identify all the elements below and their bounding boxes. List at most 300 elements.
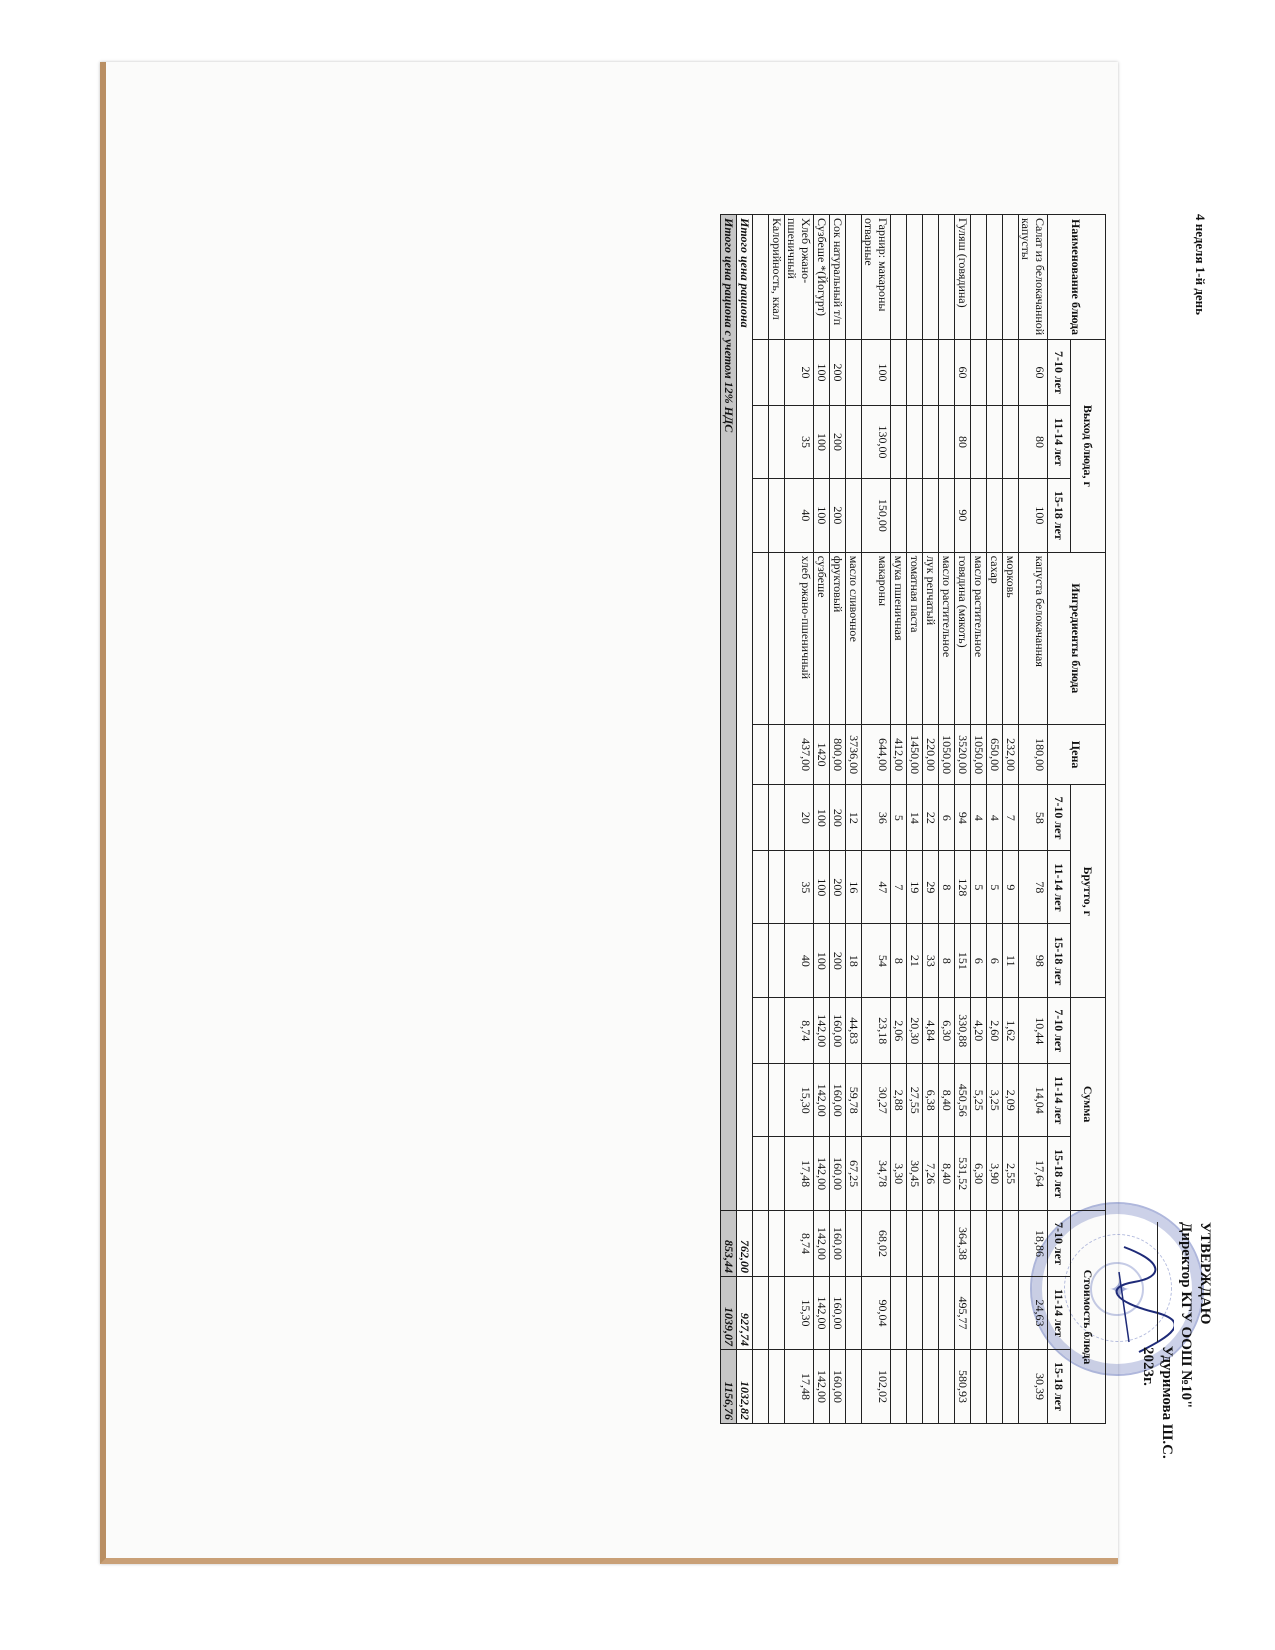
yield-cell <box>971 405 987 478</box>
yield-cell <box>939 478 955 552</box>
cost-cell <box>939 1349 955 1423</box>
sum-cell: 15,30 <box>785 1064 814 1137</box>
gross-cell: 58 <box>1019 785 1048 851</box>
total-vat-value: 853,44 <box>721 1211 737 1277</box>
sum-cell: 8,40 <box>939 1137 955 1211</box>
approval-year: 2023г. <box>1140 1347 1156 1386</box>
table-row <box>862 215 891 1424</box>
empty-cell <box>753 215 769 340</box>
yield-cell: 100 <box>814 340 830 406</box>
sum-cell: 4,84 <box>923 998 939 1064</box>
gross-cell: 100 <box>814 785 830 851</box>
sum-cell: 6,38 <box>923 1064 939 1137</box>
gross-cell: 8 <box>891 924 907 998</box>
dish-name-cell <box>987 215 1003 340</box>
cost-cell <box>891 1349 907 1423</box>
yield-cell <box>1003 478 1019 552</box>
gross-cell: 7 <box>1003 785 1019 851</box>
sum-cell: 30,27 <box>862 1064 891 1137</box>
empty-cell <box>753 1137 769 1211</box>
cost-cell: 90,04 <box>862 1276 891 1349</box>
document-page <box>100 62 1213 1564</box>
gross-cell: 12 <box>846 785 862 851</box>
empty-cell <box>753 998 769 1064</box>
total-vat-value: 1039,07 <box>721 1276 737 1349</box>
cost-cell <box>907 1349 923 1423</box>
cost-cell: 68,02 <box>862 1211 891 1277</box>
dish-name-cell <box>939 215 955 340</box>
cost-cell: 580,93 <box>955 1349 971 1423</box>
cost-cell <box>1003 1276 1019 1349</box>
total-vat-label: Итого цена рациона с учетом 12% НДС <box>721 215 737 1211</box>
sum-cell: 10,44 <box>1019 998 1048 1064</box>
cost-cell: 160,00 <box>830 1349 846 1423</box>
header-sum-age: 11-14 лет <box>1048 1064 1071 1137</box>
calories-label: Калорийность, ккал <box>769 215 785 340</box>
cost-cell: 160,00 <box>830 1211 846 1277</box>
gross-cell: 18 <box>846 924 862 998</box>
ingredient-cell: томатная паста <box>907 552 923 724</box>
sum-cell: 6,30 <box>939 998 955 1064</box>
gross-cell: 8 <box>939 924 955 998</box>
table-row <box>987 215 1003 1424</box>
cost-cell <box>907 1211 923 1277</box>
table-row <box>907 215 923 1424</box>
ingredient-cell: масло растительное <box>939 552 955 724</box>
yield-cell: 80 <box>1019 405 1048 478</box>
yield-cell <box>939 405 955 478</box>
empty-cell <box>753 724 769 785</box>
sum-cell: 142,00 <box>814 998 830 1064</box>
cost-cell: 142,00 <box>814 1349 830 1423</box>
table-row <box>785 215 814 1424</box>
gross-cell: 47 <box>862 851 891 924</box>
total-label: Итого цена рациона <box>737 215 753 1211</box>
sum-cell: 4,20 <box>971 998 987 1064</box>
table-body <box>721 215 1048 1424</box>
header-cost-age: 11-14 лет <box>1048 1276 1071 1349</box>
gross-cell: 5 <box>987 851 1003 924</box>
sum-cell: 67,25 <box>846 1137 862 1211</box>
price-cell: 3736,00 <box>846 724 862 785</box>
ingredient-cell: капуста белокачанная <box>1019 552 1048 724</box>
yield-cell: 90 <box>955 478 971 552</box>
empty-cell <box>769 924 785 998</box>
dish-name-cell: Салат из белокачанной капусты <box>1019 215 1048 340</box>
yield-cell <box>987 478 1003 552</box>
gross-cell: 5 <box>971 851 987 924</box>
dish-name-cell <box>891 215 907 340</box>
gross-cell: 54 <box>862 924 891 998</box>
sum-cell: 160,00 <box>830 998 846 1064</box>
price-cell: 1050,00 <box>939 724 955 785</box>
yield-cell: 20 <box>785 340 814 406</box>
yield-cell: 200 <box>830 340 846 406</box>
cost-cell: 142,00 <box>814 1276 830 1349</box>
gross-cell: 94 <box>955 785 971 851</box>
dish-name-cell: Гарнир: макароны отварные <box>862 215 891 340</box>
gross-cell: 29 <box>923 851 939 924</box>
rotated-content <box>254 202 1214 1582</box>
gross-cell: 4 <box>987 785 1003 851</box>
empty-cell <box>753 924 769 998</box>
gross-cell: 4 <box>971 785 987 851</box>
cost-cell <box>987 1349 1003 1423</box>
table-row <box>971 215 987 1424</box>
cost-cell <box>987 1276 1003 1349</box>
yield-cell <box>907 340 923 406</box>
table-header-row <box>1071 215 1106 1424</box>
cost-cell <box>907 1276 923 1349</box>
empty-cell <box>769 998 785 1064</box>
price-cell: 644,00 <box>862 724 891 785</box>
cost-cell: 18,86 <box>1019 1211 1048 1277</box>
total-value: 762,00 <box>737 1211 753 1277</box>
table-row <box>1003 215 1019 1424</box>
table-row <box>923 215 939 1424</box>
price-cell: 1450,00 <box>907 724 923 785</box>
header-gross-age: 7-10 лет <box>1048 785 1071 851</box>
sum-cell: 17,48 <box>785 1137 814 1211</box>
empty-cell <box>769 1137 785 1211</box>
stamp-emblem-icon: ✦ <box>1090 1262 1144 1316</box>
cost-cell <box>987 1211 1003 1277</box>
gross-cell: 200 <box>830 851 846 924</box>
empty-cell <box>769 478 785 552</box>
yield-cell <box>1003 340 1019 406</box>
sum-cell: 142,00 <box>814 1064 830 1137</box>
gross-cell: 14 <box>907 785 923 851</box>
yield-cell <box>923 405 939 478</box>
yield-cell: 100 <box>1019 478 1048 552</box>
cost-cell <box>971 1211 987 1277</box>
yield-cell <box>971 478 987 552</box>
yield-cell <box>1003 405 1019 478</box>
table-row <box>939 215 955 1424</box>
yield-cell: 150,00 <box>862 478 891 552</box>
gross-cell: 40 <box>785 924 814 998</box>
approval-name: Удуримова Ш.С. <box>1159 1345 1175 1459</box>
sum-cell: 8,74 <box>785 998 814 1064</box>
dish-name-cell: Хлеб ржано-пшеничный <box>785 215 814 340</box>
sum-cell: 59,78 <box>846 1064 862 1137</box>
ingredient-cell: лук репчатый <box>923 552 939 724</box>
price-cell: 3520,00 <box>955 724 971 785</box>
yield-cell: 60 <box>1019 340 1048 406</box>
sum-cell: 3,25 <box>987 1064 1003 1137</box>
price-cell: 800,00 <box>830 724 846 785</box>
yield-cell: 60 <box>955 340 971 406</box>
total-value: 1032,82 <box>737 1349 753 1423</box>
sum-cell: 2,88 <box>891 1064 907 1137</box>
empty-cell <box>769 1276 785 1349</box>
ingredient-cell: мука пшеничная <box>891 552 907 724</box>
header-sum-age: 7-10 лет <box>1048 998 1071 1064</box>
sum-cell: 44,83 <box>846 998 862 1064</box>
sum-cell: 2,09 <box>1003 1064 1019 1137</box>
header-yield: Выход блюда, г <box>1071 340 1106 553</box>
gross-cell: 128 <box>955 851 971 924</box>
sum-cell: 17,64 <box>1019 1137 1048 1211</box>
sum-cell: 160,00 <box>830 1064 846 1137</box>
dish-name-cell: Гуляш (говядина) <box>955 215 971 340</box>
cost-cell <box>1003 1349 1019 1423</box>
yield-cell <box>846 405 862 478</box>
yield-cell <box>907 478 923 552</box>
price-cell: 412,00 <box>891 724 907 785</box>
dish-name-cell <box>846 215 862 340</box>
yield-cell <box>923 340 939 406</box>
header-yield-age: 7-10 лет <box>1048 340 1071 406</box>
gross-cell: 8 <box>939 851 955 924</box>
header-dish: Наименование блюда <box>1048 215 1106 340</box>
dish-name-cell: Сок натуральный т/п <box>830 215 846 340</box>
dish-name-cell <box>1003 215 1019 340</box>
table-age-header-row <box>1048 215 1071 1424</box>
sum-cell: 6,30 <box>971 1137 987 1211</box>
sum-cell: 5,25 <box>971 1064 987 1137</box>
gross-cell: 9 <box>1003 851 1019 924</box>
total-vat-row <box>721 215 737 1424</box>
price-cell: 650,00 <box>987 724 1003 785</box>
yield-cell <box>971 340 987 406</box>
yield-cell: 200 <box>830 405 846 478</box>
table-row <box>846 215 862 1424</box>
total-row <box>737 215 753 1424</box>
table-row <box>955 215 971 1424</box>
table-row <box>830 215 846 1424</box>
ingredient-cell: фруктовый <box>830 552 846 724</box>
gross-cell: 11 <box>1003 924 1019 998</box>
ingredient-cell: масло растительное <box>971 552 987 724</box>
ingredient-cell: сахар <box>987 552 1003 724</box>
empty-cell <box>769 1211 785 1277</box>
empty-cell <box>769 552 785 724</box>
yield-cell: 100 <box>814 405 830 478</box>
sum-cell: 20,30 <box>907 998 923 1064</box>
gross-cell: 200 <box>830 785 846 851</box>
cost-cell <box>971 1349 987 1423</box>
cost-cell: 15,30 <box>785 1276 814 1349</box>
gross-cell: 6 <box>971 924 987 998</box>
approval-heading: УТВЕРЖДАЮ <box>1197 1222 1213 1325</box>
cost-cell <box>923 1211 939 1277</box>
header-sum: Сумма <box>1071 998 1106 1211</box>
header-gross: Брутто, г <box>1071 785 1106 998</box>
yield-cell <box>846 478 862 552</box>
cost-cell <box>1003 1211 1019 1277</box>
ingredient-cell: хлеб ржано-пшеничный <box>785 552 814 724</box>
sum-cell: 14,04 <box>1019 1064 1048 1137</box>
cost-cell <box>923 1276 939 1349</box>
empty-cell <box>753 340 769 406</box>
dish-name-cell <box>923 215 939 340</box>
approval-block <box>1138 1222 1214 1552</box>
gross-cell: 98 <box>1019 924 1048 998</box>
sum-cell: 7,26 <box>923 1137 939 1211</box>
cost-cell <box>891 1211 907 1277</box>
ingredient-cell: макароны <box>862 552 891 724</box>
sum-cell: 142,00 <box>814 1137 830 1211</box>
gross-cell: 78 <box>1019 851 1048 924</box>
table-row <box>1019 215 1048 1424</box>
cost-cell: 142,00 <box>814 1211 830 1277</box>
sum-cell: 3,30 <box>891 1137 907 1211</box>
yield-cell: 200 <box>830 478 846 552</box>
total-value: 927,74 <box>737 1276 753 1349</box>
empty-cell <box>753 478 769 552</box>
yield-cell: 35 <box>785 405 814 478</box>
week-title: 4 неделя 1-й день <box>1193 214 1208 316</box>
header-cost: Стоимость блюда <box>1071 1211 1106 1424</box>
yield-cell: 100 <box>814 478 830 552</box>
menu-table <box>720 214 1106 1424</box>
ingredient-cell: говядина (мякоть) <box>955 552 971 724</box>
cost-cell <box>939 1211 955 1277</box>
yield-cell <box>891 405 907 478</box>
yield-cell <box>987 405 1003 478</box>
cost-cell: 102,02 <box>862 1349 891 1423</box>
sum-cell: 2,06 <box>891 998 907 1064</box>
gross-cell: 21 <box>907 924 923 998</box>
header-ingredients: Ингредиенты блюда <box>1048 552 1106 724</box>
dish-name-cell <box>971 215 987 340</box>
yield-cell <box>939 340 955 406</box>
sum-cell: 3,90 <box>987 1137 1003 1211</box>
sum-cell: 450,56 <box>955 1064 971 1137</box>
gross-cell: 100 <box>814 851 830 924</box>
table-row <box>891 215 907 1424</box>
cost-cell <box>846 1349 862 1423</box>
gross-cell: 33 <box>923 924 939 998</box>
empty-cell <box>769 405 785 478</box>
yield-cell <box>846 340 862 406</box>
empty-cell <box>753 1064 769 1137</box>
gross-cell: 22 <box>923 785 939 851</box>
yield-cell: 100 <box>862 340 891 406</box>
sum-cell: 8,40 <box>939 1064 955 1137</box>
price-cell: 232,00 <box>1003 724 1019 785</box>
header-gross-age: 15-18 лет <box>1048 924 1071 998</box>
gross-cell: 6 <box>939 785 955 851</box>
price-cell: 437,00 <box>785 724 814 785</box>
yield-cell <box>987 340 1003 406</box>
cost-cell <box>846 1276 862 1349</box>
gross-cell: 16 <box>846 851 862 924</box>
cost-cell: 364,38 <box>955 1211 971 1277</box>
empty-cell <box>753 851 769 924</box>
empty-cell <box>753 1211 769 1277</box>
yield-cell <box>923 478 939 552</box>
ingredient-cell: сузбеше <box>814 552 830 724</box>
yield-cell <box>891 478 907 552</box>
dish-name-cell: Сузбеше *(Йогурт) <box>814 215 830 340</box>
gross-cell: 200 <box>830 924 846 998</box>
signature-underline <box>1157 1222 1172 1342</box>
cost-cell: 24,63 <box>1019 1276 1048 1349</box>
empty-cell <box>753 785 769 851</box>
empty-cell <box>769 1064 785 1137</box>
empty-cell <box>769 785 785 851</box>
total-vat-value: 1156,76 <box>721 1349 737 1423</box>
header-price: Цена <box>1048 724 1106 785</box>
gross-cell: 100 <box>814 924 830 998</box>
gross-cell: 6 <box>987 924 1003 998</box>
approval-position: Директор КГУ ООШ №10" <box>1178 1222 1194 1409</box>
dish-name-cell <box>907 215 923 340</box>
price-cell: 1050,00 <box>971 724 987 785</box>
header-sum-age: 15-18 лет <box>1048 1137 1071 1211</box>
gross-cell: 5 <box>891 785 907 851</box>
blank-row <box>753 215 769 1424</box>
empty-cell <box>769 340 785 406</box>
sum-cell: 531,52 <box>955 1137 971 1211</box>
header-gross-age: 11-14 лет <box>1048 851 1071 924</box>
approval-signature-line <box>1157 1222 1176 1552</box>
sum-cell: 27,55 <box>907 1064 923 1137</box>
cost-cell: 30,39 <box>1019 1349 1048 1423</box>
sum-cell: 2,55 <box>1003 1137 1019 1211</box>
yield-cell: 130,00 <box>862 405 891 478</box>
gross-cell: 7 <box>891 851 907 924</box>
sum-cell: 34,78 <box>862 1137 891 1211</box>
sum-cell: 160,00 <box>830 1137 846 1211</box>
cost-cell <box>891 1276 907 1349</box>
price-cell: 180,00 <box>1019 724 1048 785</box>
cost-cell: 17,48 <box>785 1349 814 1423</box>
sum-cell: 1,62 <box>1003 998 1019 1064</box>
gross-cell: 36 <box>862 785 891 851</box>
sum-cell: 330,88 <box>955 998 971 1064</box>
cost-cell <box>923 1349 939 1423</box>
gross-cell: 20 <box>785 785 814 851</box>
sum-cell: 30,45 <box>907 1137 923 1211</box>
sum-cell: 2,60 <box>987 998 1003 1064</box>
empty-cell <box>753 1276 769 1349</box>
sum-cell: 23,18 <box>862 998 891 1064</box>
table-row <box>814 215 830 1424</box>
gross-cell: 35 <box>785 851 814 924</box>
price-cell: 1420 <box>814 724 830 785</box>
calories-row <box>769 215 785 1424</box>
header-cost-age: 15-18 лет <box>1048 1349 1071 1423</box>
header-cost-age: 7-10 лет <box>1048 1211 1071 1277</box>
empty-cell <box>769 851 785 924</box>
cost-cell <box>939 1276 955 1349</box>
gross-cell: 19 <box>907 851 923 924</box>
cost-cell: 495,77 <box>955 1276 971 1349</box>
empty-cell <box>769 1349 785 1423</box>
ingredient-cell: масло сливочное <box>846 552 862 724</box>
header-yield-age: 15-18 лет <box>1048 478 1071 552</box>
empty-cell <box>753 1349 769 1423</box>
yield-cell <box>907 405 923 478</box>
ingredient-cell: морковь <box>1003 552 1019 724</box>
cost-cell <box>846 1211 862 1277</box>
cost-cell: 8,74 <box>785 1211 814 1277</box>
yield-cell <box>891 340 907 406</box>
price-cell: 220,00 <box>923 724 939 785</box>
cost-cell: 160,00 <box>830 1276 846 1349</box>
empty-cell <box>753 552 769 724</box>
empty-cell <box>753 405 769 478</box>
cost-cell <box>971 1276 987 1349</box>
yield-cell: 80 <box>955 405 971 478</box>
yield-cell: 40 <box>785 478 814 552</box>
header-yield-age: 11-14 лет <box>1048 405 1071 478</box>
empty-cell <box>769 724 785 785</box>
gross-cell: 151 <box>955 924 971 998</box>
